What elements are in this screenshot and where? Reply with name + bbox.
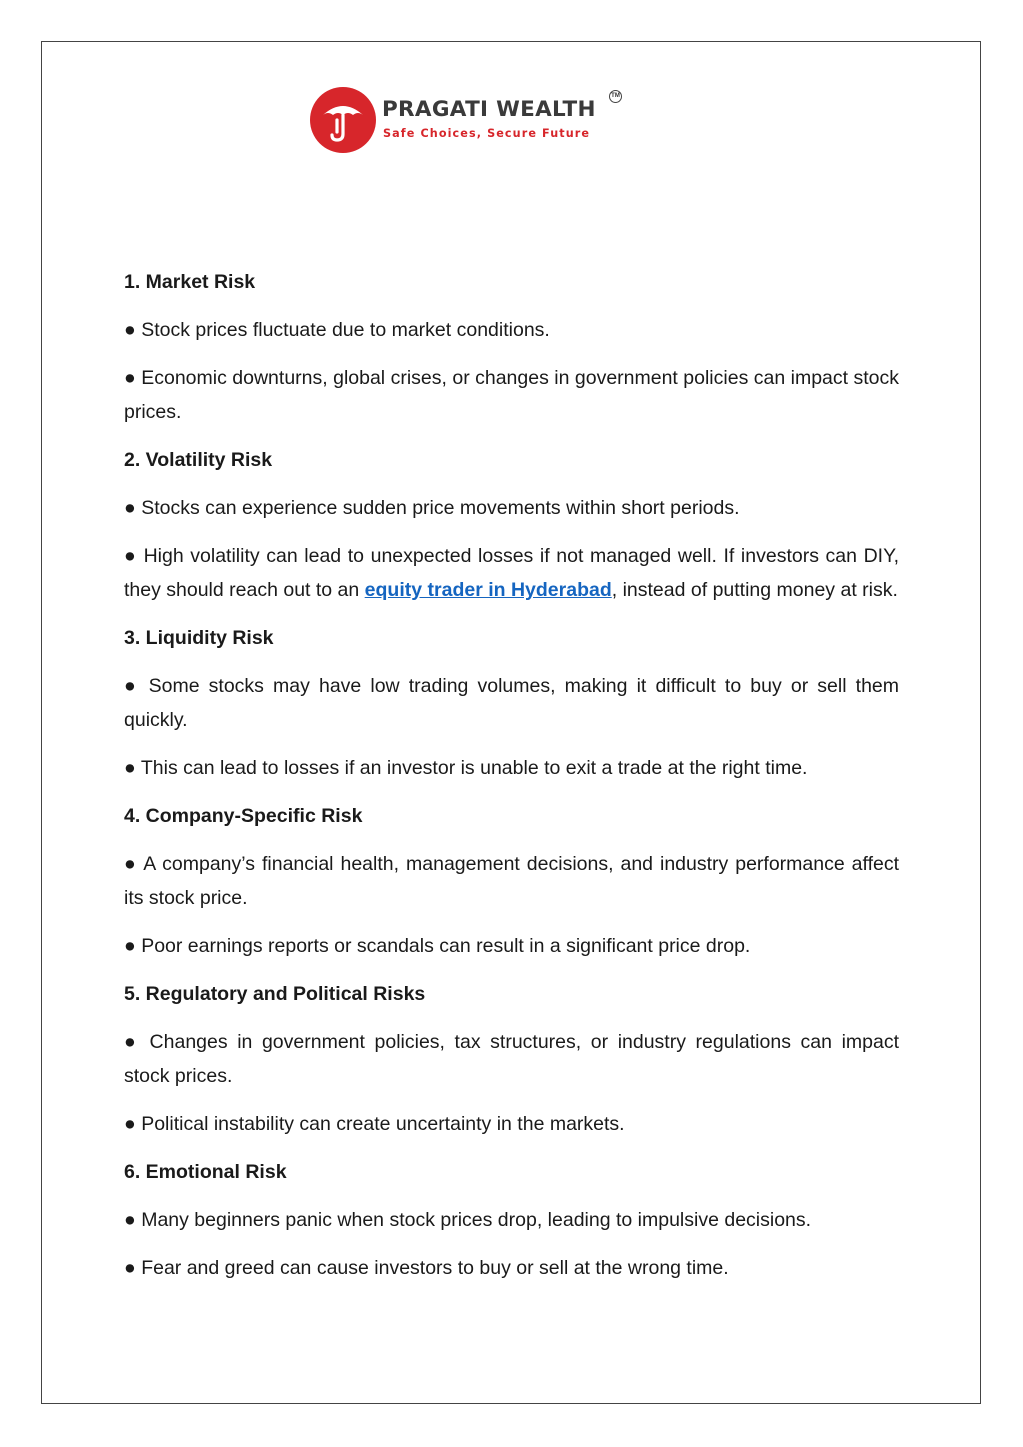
bullet-glyph: ● [124,853,138,875]
bullet-text: Stocks can experience sudden price movements within short periods. [141,497,740,519]
document-body [124,265,899,1299]
section-heading: 5. Regulatory and Political Risks [124,983,426,1005]
risk-section [124,977,899,1141]
brand-tagline: Safe Choices, Secure Future [383,127,591,140]
bullet-item [124,539,899,607]
bullet-text: This can lead to losses if an investor is unable to exit a trade at the right time. [140,757,808,779]
bullet-glyph: ● [124,497,136,519]
risk-section [124,443,899,607]
bullet-item [124,491,899,525]
bullet-text: Political instability can create uncertainty in the markets. [141,1113,625,1135]
bullet-glyph: ● [124,1113,136,1135]
bullet-item [124,1107,899,1141]
bullet-text: Some stocks may have low trading volumes, making it difficult to buy or sell them quickly. [124,675,900,731]
risk-section [124,265,899,429]
bullet-text: High volatility can lead to unexpected losses if not managed well. If investors can DIY, they should reach out to an [124,545,899,601]
bullet-glyph: ● [124,675,140,697]
bullet-item [124,929,899,963]
risk-section [124,799,899,963]
equity-trader-link[interactable]: equity trader in Hyderabad [364,579,612,601]
risk-section [124,621,899,785]
bullet-glyph: ● [124,935,136,957]
bullet-item [124,847,899,915]
bullet-glyph: ● [124,545,137,567]
brand-logo [310,87,640,157]
bullet-glyph: ● [124,367,136,389]
bullet-text: , instead of putting money at risk. [611,579,898,601]
umbrella-logo-icon [310,87,376,153]
risk-section [124,1155,899,1285]
bullet-item [124,1025,899,1093]
section-heading: 2. Volatility Risk [124,449,273,471]
bullet-glyph: ● [124,757,136,779]
section-heading: 3. Liquidity Risk [124,627,274,649]
bullet-glyph: ● [124,319,136,341]
bullet-text: Poor earnings reports or scandals can result in a significant price drop. [141,935,751,957]
bullet-item [124,361,899,429]
bullet-item [124,313,899,347]
section-heading: 6. Emotional Risk [124,1161,287,1183]
bullet-item [124,751,899,785]
bullet-glyph: ● [124,1031,140,1053]
bullet-item [124,1203,899,1237]
bullet-glyph: ● [124,1257,136,1279]
brand-name: PRAGATI WEALTH [382,97,596,122]
bullet-text: Many beginners panic when stock prices drop, leading to impulsive decisions. [141,1209,812,1231]
bullet-text: Changes in government policies, tax structures, or industry regulations can impact stock prices. [124,1031,900,1087]
bullet-text: Economic downturns, global crises, or changes in government policies can impact stock prices. [124,367,899,423]
bullet-text: Fear and greed can cause investors to buy or sell at the wrong time. [141,1257,729,1279]
bullet-text: A company’s financial health, management decisions, and industry performance affect its stock price. [124,853,900,909]
bullet-text: Stock prices fluctuate due to market conditions. [141,319,550,341]
trademark-symbol: TM [609,90,622,103]
section-heading: 1. Market Risk [124,271,256,293]
section-heading: 4. Company-Specific Risk [124,805,363,827]
bullet-item [124,1251,899,1285]
bullet-item [124,669,899,737]
bullet-glyph: ● [124,1209,136,1231]
